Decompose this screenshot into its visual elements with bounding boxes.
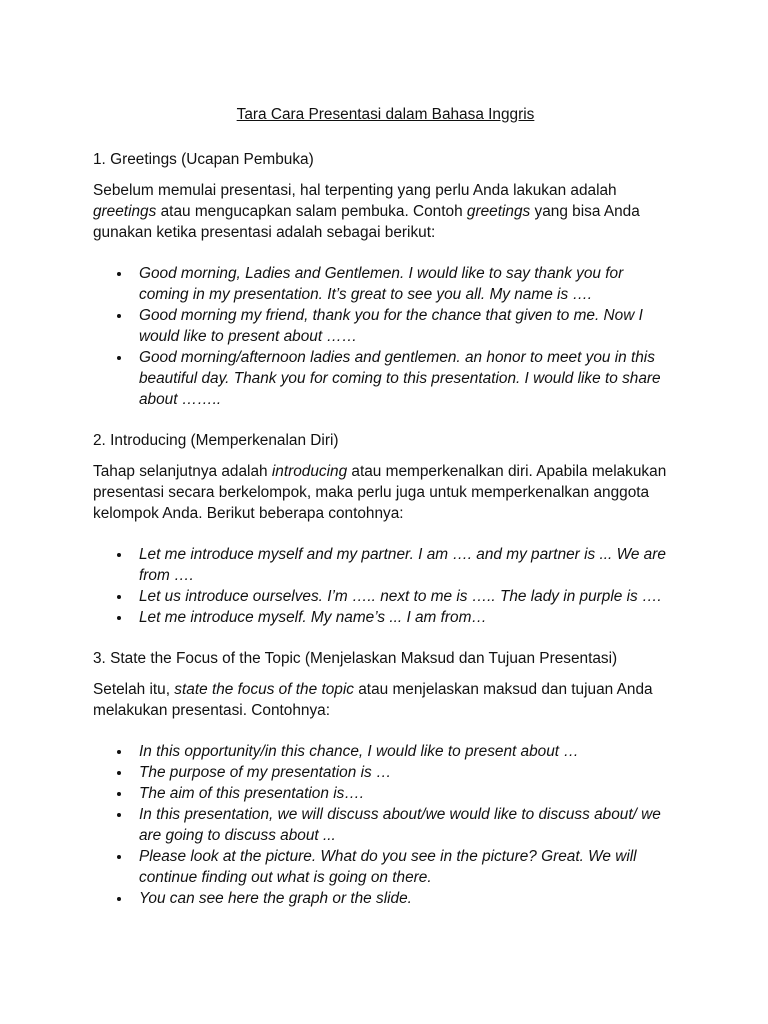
section-heading-introducing: 2. Introducing (Memperkenalan Diri) bbox=[93, 432, 339, 449]
list-item: Good morning my friend, thank you for the chance that given to me. Now I would like to present about …… bbox=[139, 305, 676, 347]
focus-topic-example-list bbox=[93, 741, 676, 909]
section-intro-introducing bbox=[93, 461, 676, 524]
document-title: Tara Cara Presentasi dalam Bahasa Inggris bbox=[236, 106, 535, 123]
list-item: Good morning, Ladies and Gentlemen. I would like to say thank you for coming in my presentation. It’s great to see you all. My name is …. bbox=[139, 263, 676, 305]
intro-emphasis: state the focus of the topic bbox=[174, 681, 354, 698]
list-item: Let me introduce myself and my partner. I am …. and my partner is ... We are from …. bbox=[139, 544, 676, 586]
list-item: Let me introduce myself. My name’s ... I am from… bbox=[139, 607, 676, 628]
intro-text: Setelah itu, bbox=[93, 681, 175, 698]
list-item: The aim of this presentation is…. bbox=[139, 783, 676, 804]
intro-text: Sebelum memulai presentasi, hal terpenting yang perlu Anda lakukan adalah bbox=[93, 182, 617, 199]
section-intro-greetings bbox=[93, 180, 676, 243]
list-item: Good morning/afternoon ladies and gentlemen. an honor to meet you in this beautiful day. Thank you for coming to this presentation. I would like to share about …….. bbox=[139, 347, 676, 410]
list-item: In this presentation, we will discuss about/we would like to discuss about/ we are going to discuss about ... bbox=[139, 804, 676, 846]
introducing-example-list bbox=[93, 544, 676, 628]
greetings-example-list bbox=[93, 263, 676, 410]
intro-emphasis: greetings bbox=[93, 203, 157, 220]
list-item: Please look at the picture. What do you see in the picture? Great. We will continue finding out what is going on there. bbox=[139, 846, 676, 888]
list-item: In this opportunity/in this chance, I would like to present about … bbox=[139, 741, 676, 762]
section-heading-focus-topic: 3. State the Focus of the Topic (Menjelaskan Maksud dan Tujuan Presentasi) bbox=[93, 650, 618, 667]
list-item: You can see here the graph or the slide. bbox=[139, 888, 676, 909]
section-heading-greetings: 1. Greetings (Ucapan Pembuka) bbox=[93, 151, 314, 168]
section-intro-focus-topic bbox=[93, 679, 676, 721]
intro-emphasis: introducing bbox=[271, 463, 348, 480]
intro-text: atau menjelaskan maksud dan tujuan Anda melakukan presentasi. Contohnya: bbox=[93, 681, 653, 719]
intro-emphasis: greetings bbox=[466, 203, 531, 220]
intro-text: Tahap selanjutnya adalah bbox=[93, 463, 272, 480]
list-item: The purpose of my presentation is … bbox=[139, 762, 676, 783]
list-item: Let us introduce ourselves. I’m ….. next to me is ….. The lady in purple is …. bbox=[139, 586, 676, 607]
intro-text: atau mengucapkan salam pembuka. Contoh bbox=[156, 203, 467, 220]
intro-text: yang bisa Anda gunakan ketika presentasi adalah sebagai berikut: bbox=[93, 203, 640, 241]
intro-text: atau memperkenalkan diri. Apabila melakukan presentasi secara berkelompok, maka perlu juga untuk memperkenalkan anggota kelompok Anda. Berikut beberapa contohnya: bbox=[93, 463, 667, 522]
